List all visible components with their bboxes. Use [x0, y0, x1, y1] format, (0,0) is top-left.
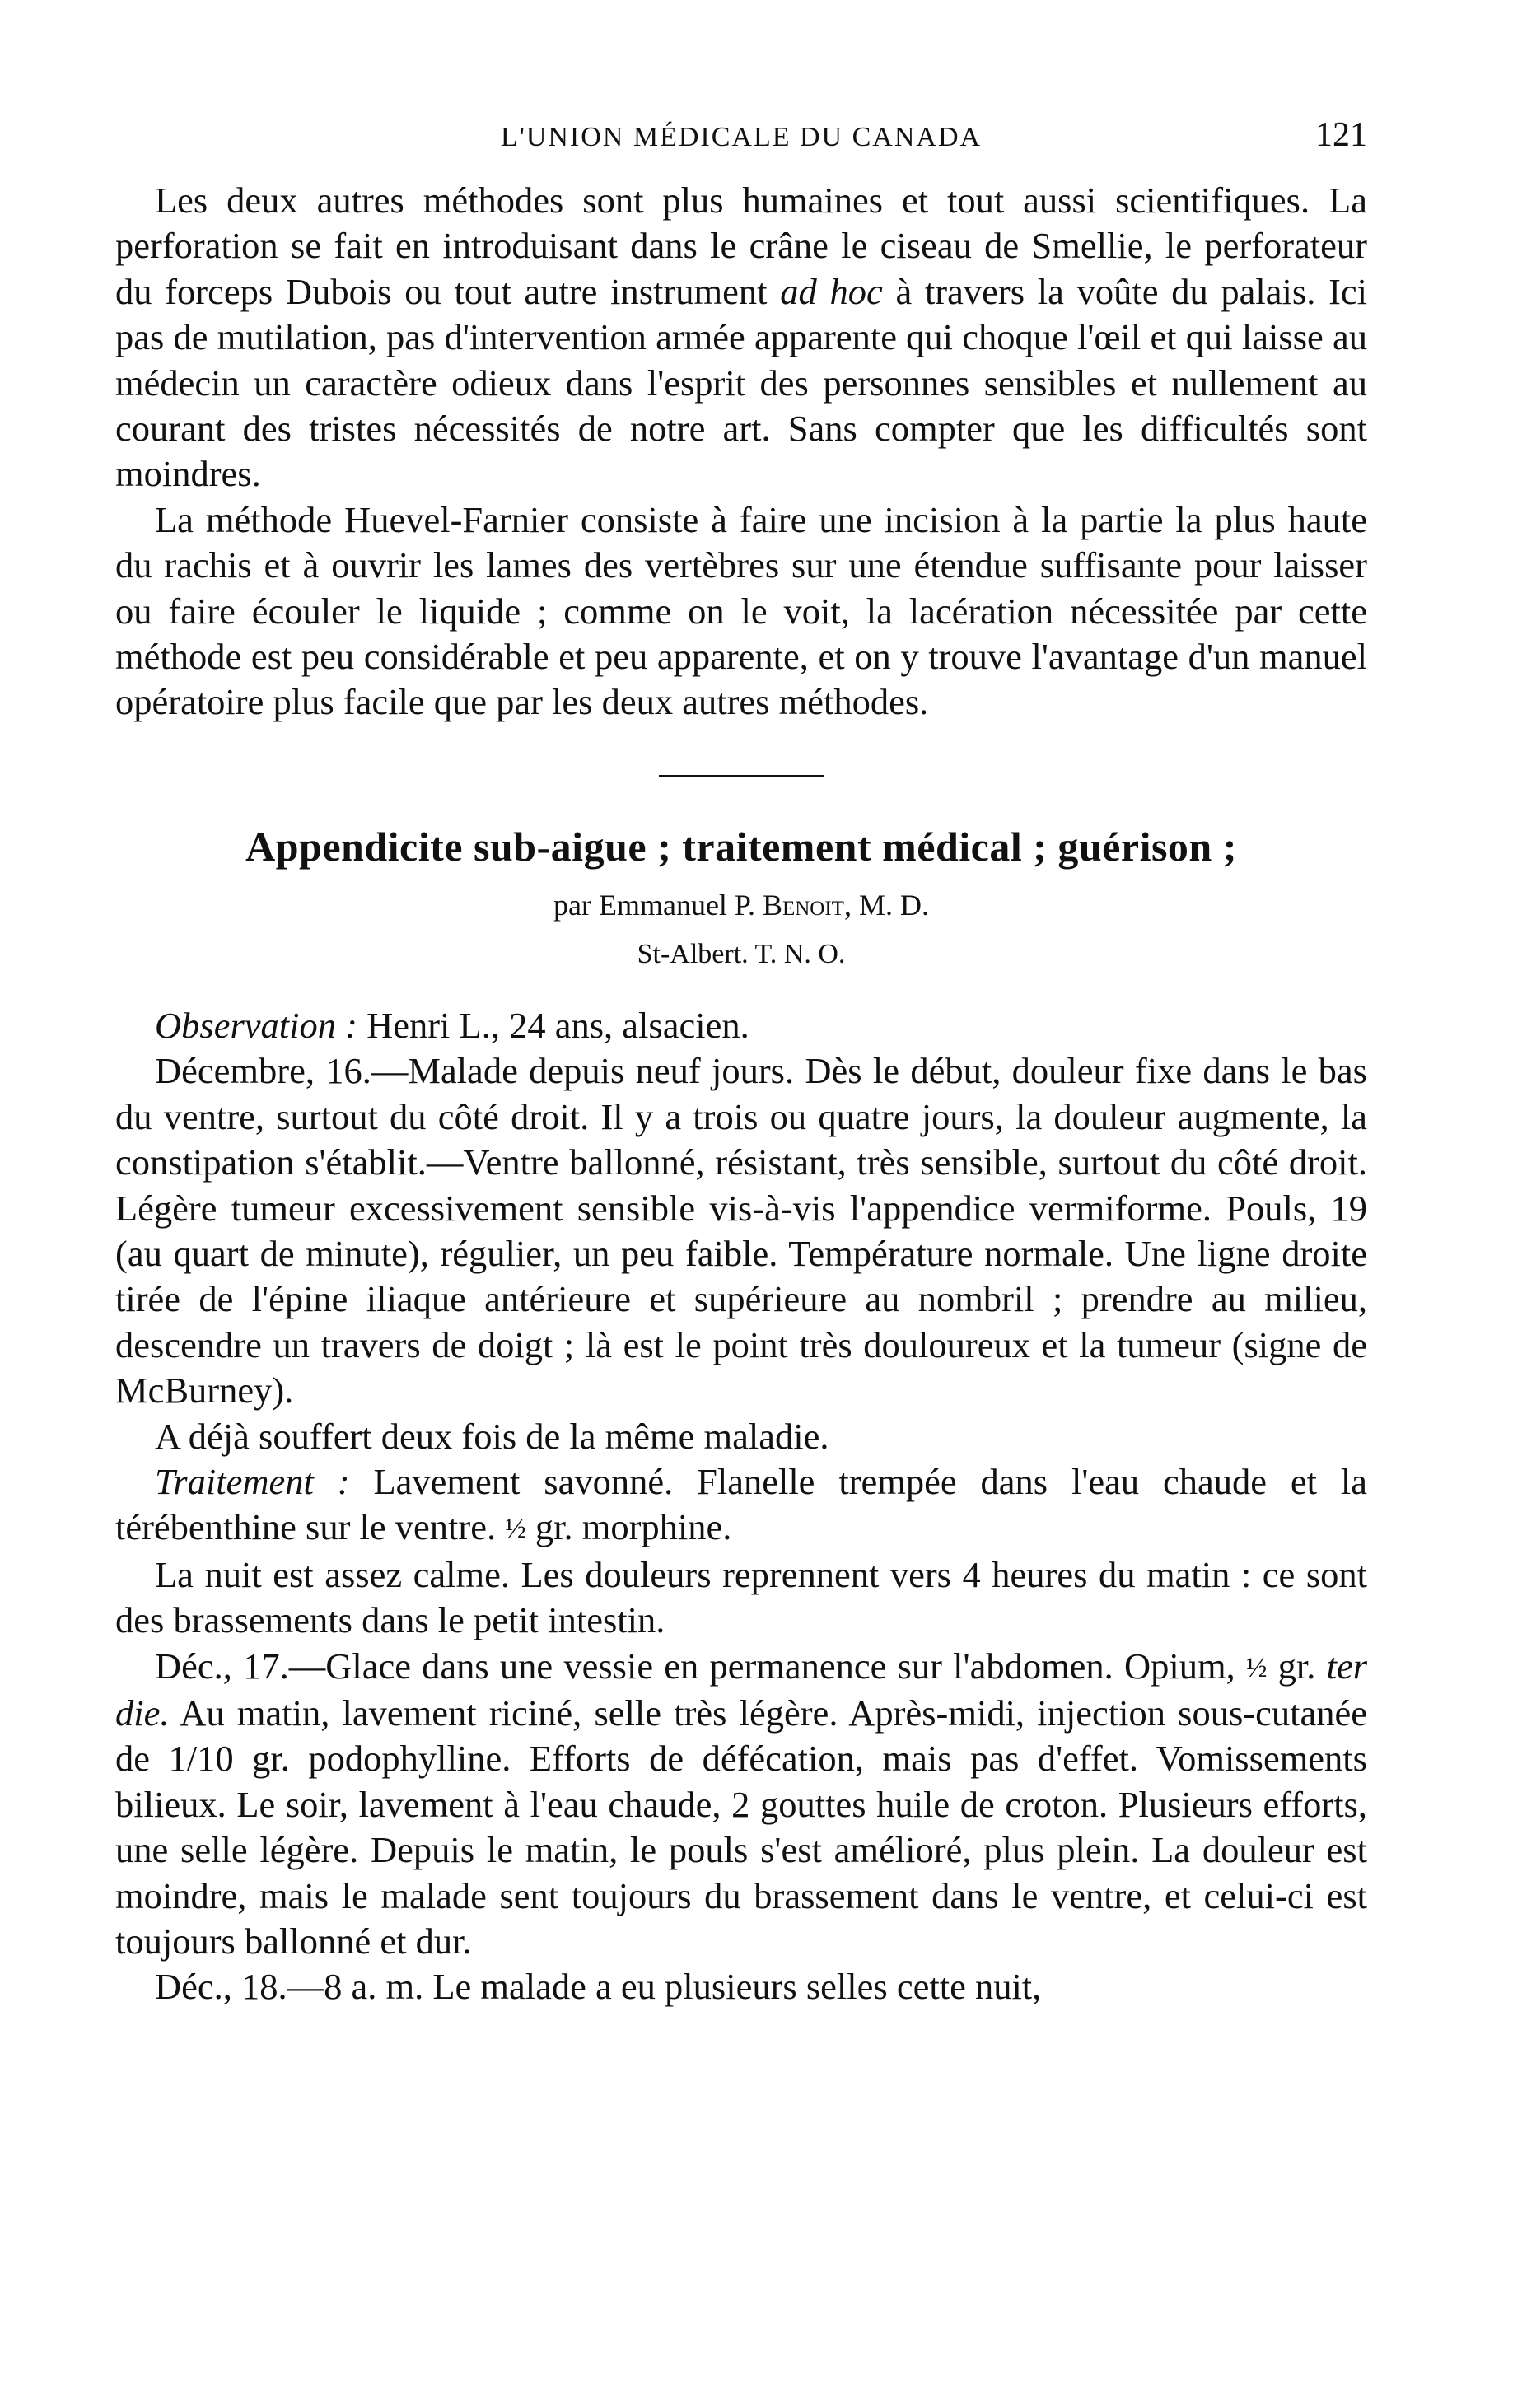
- treatment-label: Traitement :: [155, 1460, 350, 1502]
- article-place: St-Albert. T. N. O.: [637, 938, 846, 969]
- article-author: [115, 884, 1367, 926]
- page-number: 121: [1315, 116, 1367, 154]
- text-run: gr. morphine.: [535, 1506, 732, 1548]
- paragraph: [115, 178, 1367, 497]
- paragraph: La nuit est assez calme. Les douleurs reprennent vers 4 heures du matin : ce sont des brassements dans le petit intestin.: [115, 1553, 1367, 1641]
- section-divider: [659, 775, 824, 777]
- page: [115, 107, 1367, 2010]
- author-prefix: par Emmanuel P.: [553, 888, 755, 922]
- author-suffix: , M. D.: [843, 888, 929, 922]
- previous-article-text: [115, 178, 1367, 726]
- author-name: Benoit: [762, 888, 844, 922]
- observation-label: Observation :: [155, 1004, 357, 1046]
- paragraph: A déjà souffert deux fois de la même maladie.: [155, 1415, 829, 1457]
- italic-term: ter die.: [115, 1645, 1368, 1734]
- observation-line: [115, 1003, 1367, 1048]
- text-run: à travers la voûte du palais. Ici pas de mutilation, pas d'intervention armée apparente qui choque l'œil et qui laisse au médecin un caractère odieux dans l'esprit des personnes sensibles et nullement au courant des tristes nécessités de notre art. Sans compter que les difficultés sont moindres.: [115, 270, 1368, 495]
- paragraph: La méthode Huevel-Farnier consiste à faire une incision à la partie la plus haute du rachis et à ouvrir les lames des vertèbres sur une étendue suffisante pour laisser ou faire écouler le liquide ; comme on le voit, la lacération nécessitée par cette méthode est peu considérable et peu apparente, et on y trouve l'avantage d'un manuel opératoire plus facile que par les deux autres méthodes.: [115, 498, 1367, 723]
- page-header: [115, 107, 1367, 165]
- italic-term: ad hoc: [780, 270, 883, 312]
- paragraph: [115, 1459, 1367, 1552]
- text-run: Déc., 17.—Glace dans une vessie en permanence sur l'abdomen. Opium,: [155, 1645, 1235, 1687]
- paragraph: [115, 1644, 1367, 1965]
- case-report: [115, 1003, 1367, 2010]
- article-title: Appendicite sub-aigue ; traitement médical ; guérison ;: [245, 823, 1237, 870]
- fraction: ½: [1245, 1652, 1268, 1683]
- text-run: gr.: [1277, 1645, 1316, 1687]
- observation-text: Henri L., 24 ans, alsacien.: [366, 1004, 749, 1046]
- text-run: Au matin, lavement riciné, selle très légère. Après-midi, injection sous-cutanée de 1/10 gr. podophylline. Efforts de défécation, mais pas d'effet. Vomissements bilieux. Le soir, lavement à l'eau chaude, 2 gouttes huile de croton. Plusieurs efforts, une selle légère. Depuis le matin, le pouls s'est amélioré, plus plein. La douleur est moindre, mais le malade sent toujours du brassement dans le ventre, et celui-ci est toujours ballonné et dur.: [115, 1692, 1367, 1962]
- paragraph: Déc., 18.—8 a. m. Le malade a eu plusieurs selles cette nuit,: [155, 1966, 1042, 2008]
- text-run: Les deux autres méthodes sont plus humaines et tout aussi scientifiques. La perforation se fait en introduisant dans le crâne le ciseau de Smellie, le perforateur du forceps Dubois ou tout autre instrument: [115, 180, 1367, 312]
- paragraph: Décembre, 16.—Malade depuis neuf jours. Dès le début, douleur fixe dans le bas du ventre, surtout du côté droit. Il y a trois ou quatre jours, la douleur augmente, la constipation s'établit.—Ventre ballonné, résistant, très sensible, surtout du côté droit. Légère tumeur excessivement sensible vis-à-vis l'appendice vermiforme. Pouls, 19 (au quart de minute), régulier, un peu faible. Température normale. Une ligne droite tirée de l'épine iliaque antérieure et supérieure au nombril ; prendre au milieu, descendre un travers de doigt ; là est le point très douloureux et la tumeur (signe de McBurney).: [115, 1050, 1367, 1412]
- text-run: Lavement savonné. Flanelle trempée dans l'eau chaude et la térébenthine sur le ventre.: [115, 1460, 1368, 1548]
- fraction: ½: [505, 1514, 526, 1545]
- running-title: L'UNION MÉDICALE DU CANADA: [500, 122, 983, 152]
